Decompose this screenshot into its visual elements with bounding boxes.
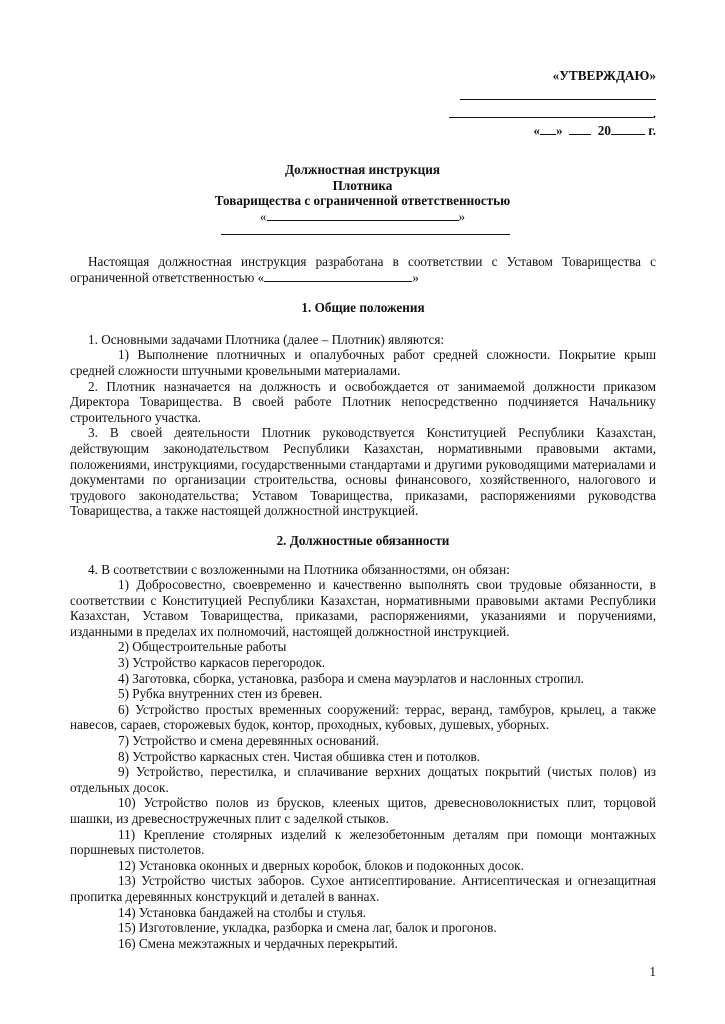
document-body <box>70 254 656 951</box>
duty-item: 7) Устройство и смена деревянных оснований. <box>118 733 380 749</box>
signature-line <box>460 85 656 100</box>
approval-block <box>449 67 656 138</box>
quote-close: » <box>458 208 466 224</box>
duty-item: 1) Добросовестно, своевременно и качественно выполнять свои трудовые обязанности, в соответствии с Конституцией Республики Казахстан, нормативными правовыми актами Республики Казахстан, Уставом Товарищества, приказами, распоряжениями, указаниями и поручениями, изданными в пределах их полномочий, настоящей должностной инструкцией. <box>70 577 656 639</box>
date-quote-open: « <box>533 123 540 138</box>
company-name-blank <box>0 209 725 225</box>
duty-item: 5) Рубка внутренних стен из бревен. <box>118 686 323 702</box>
page-number: 1 <box>649 964 656 979</box>
duty-item: 2) Общестроительные работы <box>118 639 287 655</box>
duty-item: 4) Заготовка, сборка, установка, разбора и смена мауэрлатов и наслонных стропил. <box>118 670 584 686</box>
duty-item: 6) Устройство простых временных сооружений: террас, веранд, тамбуров, крылец, а также навесов, сараев, сторожевых будок, контор, проходных, кубовых, душевых, уборных. <box>70 701 656 733</box>
intro-paragraph <box>70 254 656 285</box>
section-heading-2: 2. Должностные обязанности <box>276 532 450 548</box>
approval-label: «УТВЕРЖДАЮ» <box>552 68 656 83</box>
duty-item: 10) Устройство полов из брусков, клееных щитов, древесноволокнистых плит, торцовой шашки, из древесностружечных плит с заделкой стыков. <box>70 795 656 826</box>
name-line <box>449 104 653 118</box>
clause-2: 2. Плотник назначается на должность и освобождается от занимаемой должности приказом Директора Товарищества. В своей работе Плотник непосредственно подчиняется Начальнику строительного участка. <box>70 378 656 425</box>
duty-item: 8) Устройство каркасных стен. Чистая обшивка стен и потолков. <box>118 748 481 764</box>
intro-close: » <box>412 269 419 285</box>
date-quote-close: » <box>555 123 563 138</box>
duty-item: 16) Смена межэтажных и чердачных перекрытий. <box>118 935 398 951</box>
section-heading-1: 1. Общие положения <box>301 300 425 316</box>
divider-line <box>221 234 510 235</box>
duty-item: 3) Устройство каркасов перегородок. <box>118 655 326 671</box>
company-blank <box>267 209 459 221</box>
duty-item: 13) Устройство чистых заборов. Сухое антисептирование. Антисептическая и огнезащитная пропитка деревянных конструкций и деталей в ваннах. <box>70 873 656 904</box>
intro-blank <box>264 270 412 282</box>
duty-item: 11) Крепление столярных изделий к железобетонным деталям при помощи монтажных поршневых пистолетов. <box>70 826 656 858</box>
date-year: 20 <box>597 123 611 138</box>
intro-text: Настоящая должностная инструкция разработана в соответствии с Уставом Товарищества с ограниченной ответственностью « <box>70 254 656 285</box>
title-line-2: Плотника <box>332 177 393 193</box>
year-blank <box>611 123 645 135</box>
date-suffix: г. <box>648 123 656 138</box>
duty-item: 14) Установка бандажей на столбы и стулья. <box>118 904 367 920</box>
duty-item: 12) Установка оконных и дверных коробок, блоков и подоконных досок. <box>118 857 524 873</box>
month-blank <box>569 123 591 135</box>
approval-date <box>449 122 656 138</box>
clause-1: 1. Основными задачами Плотника (далее – Плотник) являются: <box>88 331 445 347</box>
name-line-dot: . <box>652 106 656 121</box>
clause-1-1: 1) Выполнение плотничных и опалубочных работ средней сложности. Покрытие крыш средней сложности штучными кровельными материалами. <box>70 347 656 378</box>
title-line-1: Должностная инструкция <box>285 162 440 177</box>
title-line-3: Товарищества с ограниченной ответственностью <box>214 193 511 208</box>
quote-open: « <box>259 208 267 224</box>
duty-item: 15) Изготовление, укладка, разборка и смена лаг, балок и прогонов. <box>118 920 497 936</box>
day-blank <box>540 123 556 135</box>
clause-4: 4. В соответствии с возложенными на Плотника обязанностями, он обязан: <box>88 561 510 577</box>
duty-item: 9) Устройство, перестилка, и сплачивание верхних дощатых покрытий (чистых полов) из отдельных досок. <box>70 764 656 795</box>
document-title <box>0 162 725 224</box>
clause-3: 3. В своей деятельности Плотник руководствуется Конституцией Республики Казахстан, действующим законодательством Республики Казахстан, нормативными правовыми актами, положениями, инструкциями, государственными стандартами и другими руководящими материалами и документами по организации строительства, основы финансового, хозяйственного, налогового и трудового законодательства; Уставом Товарищества, приказами, распоряжениями руководства Товарищества, а также настоящей должностной инструкцией. <box>70 425 656 519</box>
